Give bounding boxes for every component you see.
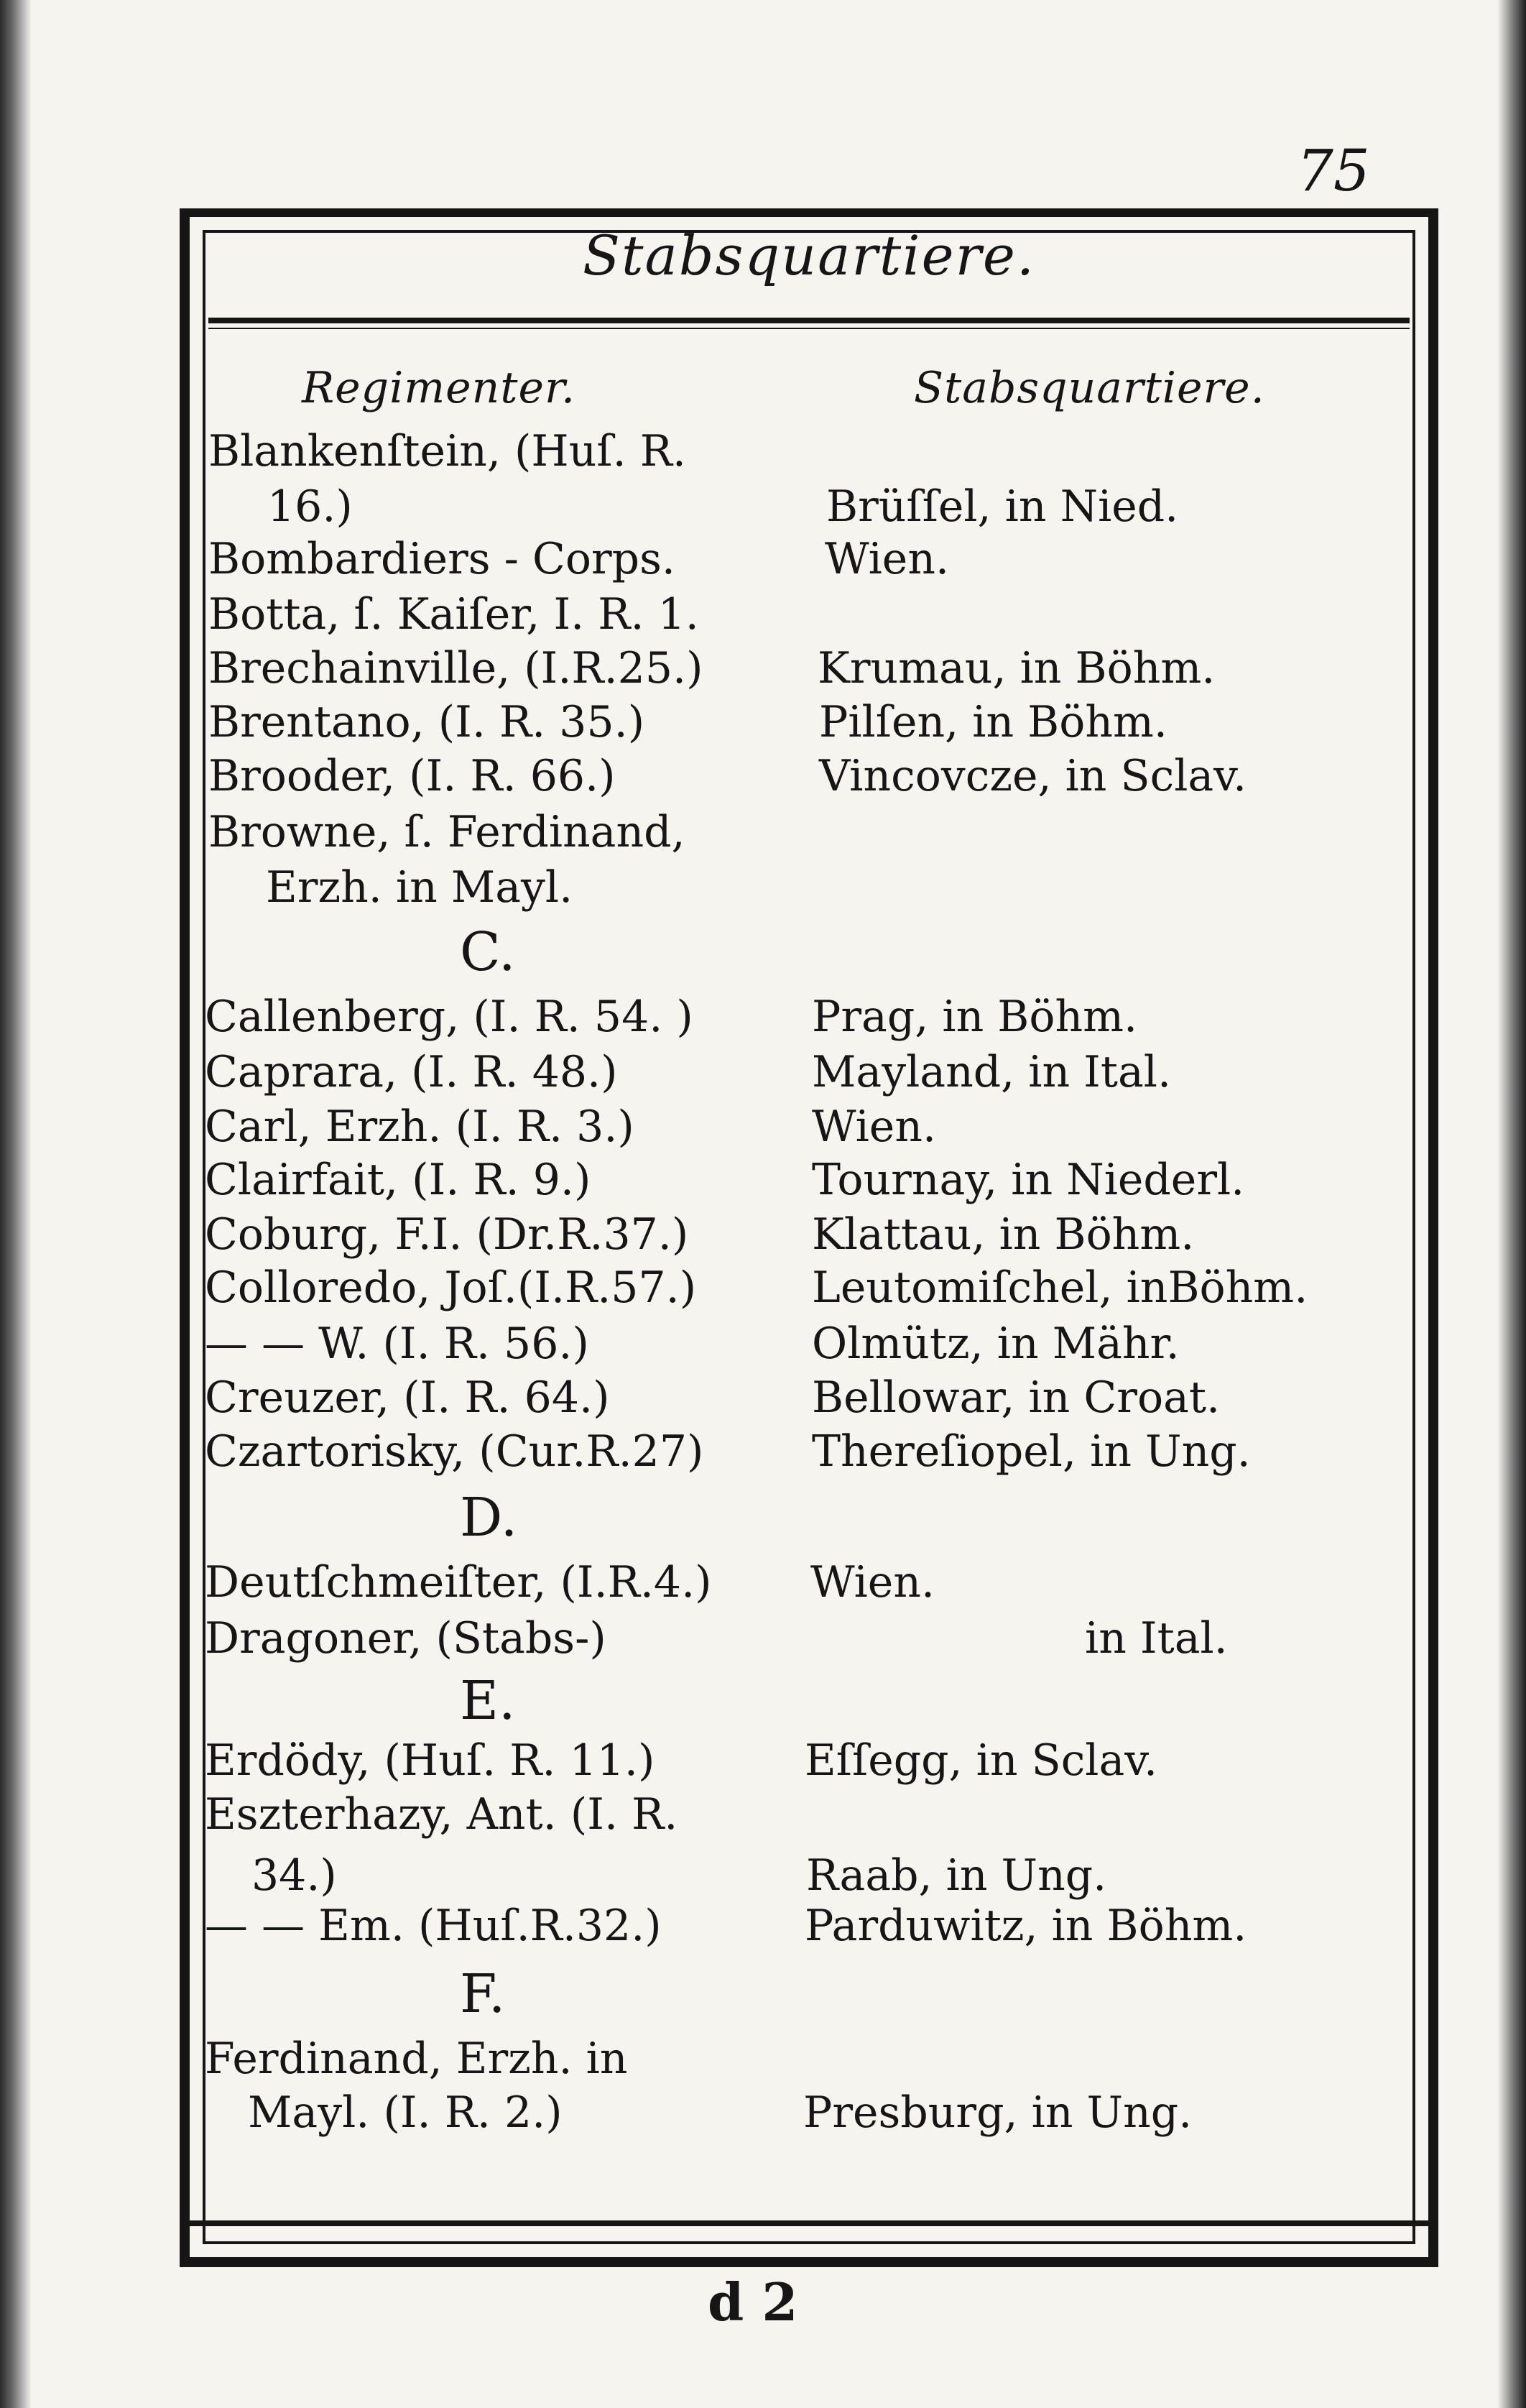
regiment-name: Callenberg, (I. R. 54. ) [205,992,693,1042]
stabsquartier-location: Parduwitz, in Böhm. [805,1901,1247,1951]
regiment-name: Caprara, (I. R. 48.) [205,1047,618,1097]
regiment-name: Brechainville, (I.R.25.) [208,643,703,693]
page-edge-right [1497,0,1526,2408]
regiment-name: — — Em. (Huſ.R.32.) [205,1901,662,1951]
stabsquartier-location: Pilſen, in Böhm. [819,697,1167,747]
regiment-name: Eszterhazy, Ant. (I. R. [205,1789,678,1840]
stabsquartier-location: Raab, in Ung. [806,1850,1107,1901]
stabsquartier-location: Bellowar, in Croat. [812,1373,1221,1423]
regiment-name: Botta, ſ. Kaiſer, I. R. 1. [208,589,699,640]
regiment-name: Erdödy, (Huſ. R. 11.) [205,1735,655,1786]
stabsquartier-location: Wien. [825,534,950,584]
regiment-name: Ferdinand, Erzh. in [205,2034,628,2084]
regiment-name: Creuzer, (I. R. 64.) [205,1373,610,1423]
regiment-name: Coburg, F.I. (Dr.R.37.) [205,1209,689,1260]
stabsquartier-location: Vincovcze, in Sclav. [819,751,1247,801]
regiment-name: Dragoner, (Stabs-) [205,1613,606,1664]
stabsquartier-location: Brüſſel, in Nied. [826,481,1179,532]
regiment-name: Browne, ſ. Ferdinand, [208,807,685,857]
regiment-name: Mayl. (I. R. 2.) [248,2088,563,2138]
stabsquartier-location: Krumau, in Böhm. [818,643,1216,693]
regiment-name: 34.) [251,1850,337,1901]
stabsquartier-location: in Ital. [1085,1613,1228,1664]
stabsquartier-location: Mayland, in Ital. [812,1047,1172,1097]
stabsquartier-location: Thereſiopel, in Ung. [812,1426,1251,1477]
section-letter: C. [460,921,516,983]
stabsquartier-location: Wien. [810,1557,935,1607]
stabsquartier-location: Prag, in Böhm. [812,992,1138,1042]
signature-mark: d 2 [708,2271,798,2333]
regiment-name: Erzh. in Mayl. [266,862,573,913]
bottom-rule [180,2220,1438,2226]
column-header-stabsquartiere: Stabsquartiere. [914,363,1265,413]
regiment-name: Brentano, (I. R. 35.) [208,697,645,747]
section-letter: F. [460,1963,506,2025]
regiment-name: Bombardiers - Corps. [208,534,675,584]
regiment-name: Blankenſtein, (Huſ. R. [208,426,686,476]
stabsquartier-location: Klattau, in Böhm. [812,1209,1195,1260]
regiment-name: 16.) [267,481,353,532]
section-letter: E. [460,1670,516,1732]
page-title: Stabsquartiere. [582,223,1036,287]
section-letter: D. [460,1487,518,1549]
regiment-name: — — W. (I. R. 56.) [205,1319,589,1369]
regiment-name: Brooder, (I. R. 66.) [208,751,616,801]
title-rule-thin [208,328,1410,329]
column-header-regimenter: Regimenter. [302,363,576,413]
regiment-name: Colloredo, Joſ.(I.R.57.) [205,1263,697,1313]
stabsquartier-location: Presburg, in Ung. [803,2088,1193,2138]
regiment-name: Carl, Erzh. (I. R. 3.) [205,1102,634,1152]
stabsquartier-location: Eſſegg, in Sclav. [805,1735,1158,1786]
stabsquartier-location: Leutomiſchel, inBöhm. [812,1263,1308,1313]
regiment-name: Czartorisky, (Cur.R.27) [205,1426,704,1477]
title-rule [208,318,1410,323]
stabsquartier-location: Wien. [812,1102,937,1152]
regiment-name: Clairfait, (I. R. 9.) [205,1155,591,1205]
stabsquartier-location: Tournay, in Niederl. [812,1155,1245,1205]
page-number: 75 [1297,137,1370,204]
regiment-name: Deutſchmeiſter, (I.R.4.) [205,1557,712,1607]
page-edge-left [0,0,32,2408]
stabsquartier-location: Olmütz, in Mähr. [812,1319,1180,1369]
